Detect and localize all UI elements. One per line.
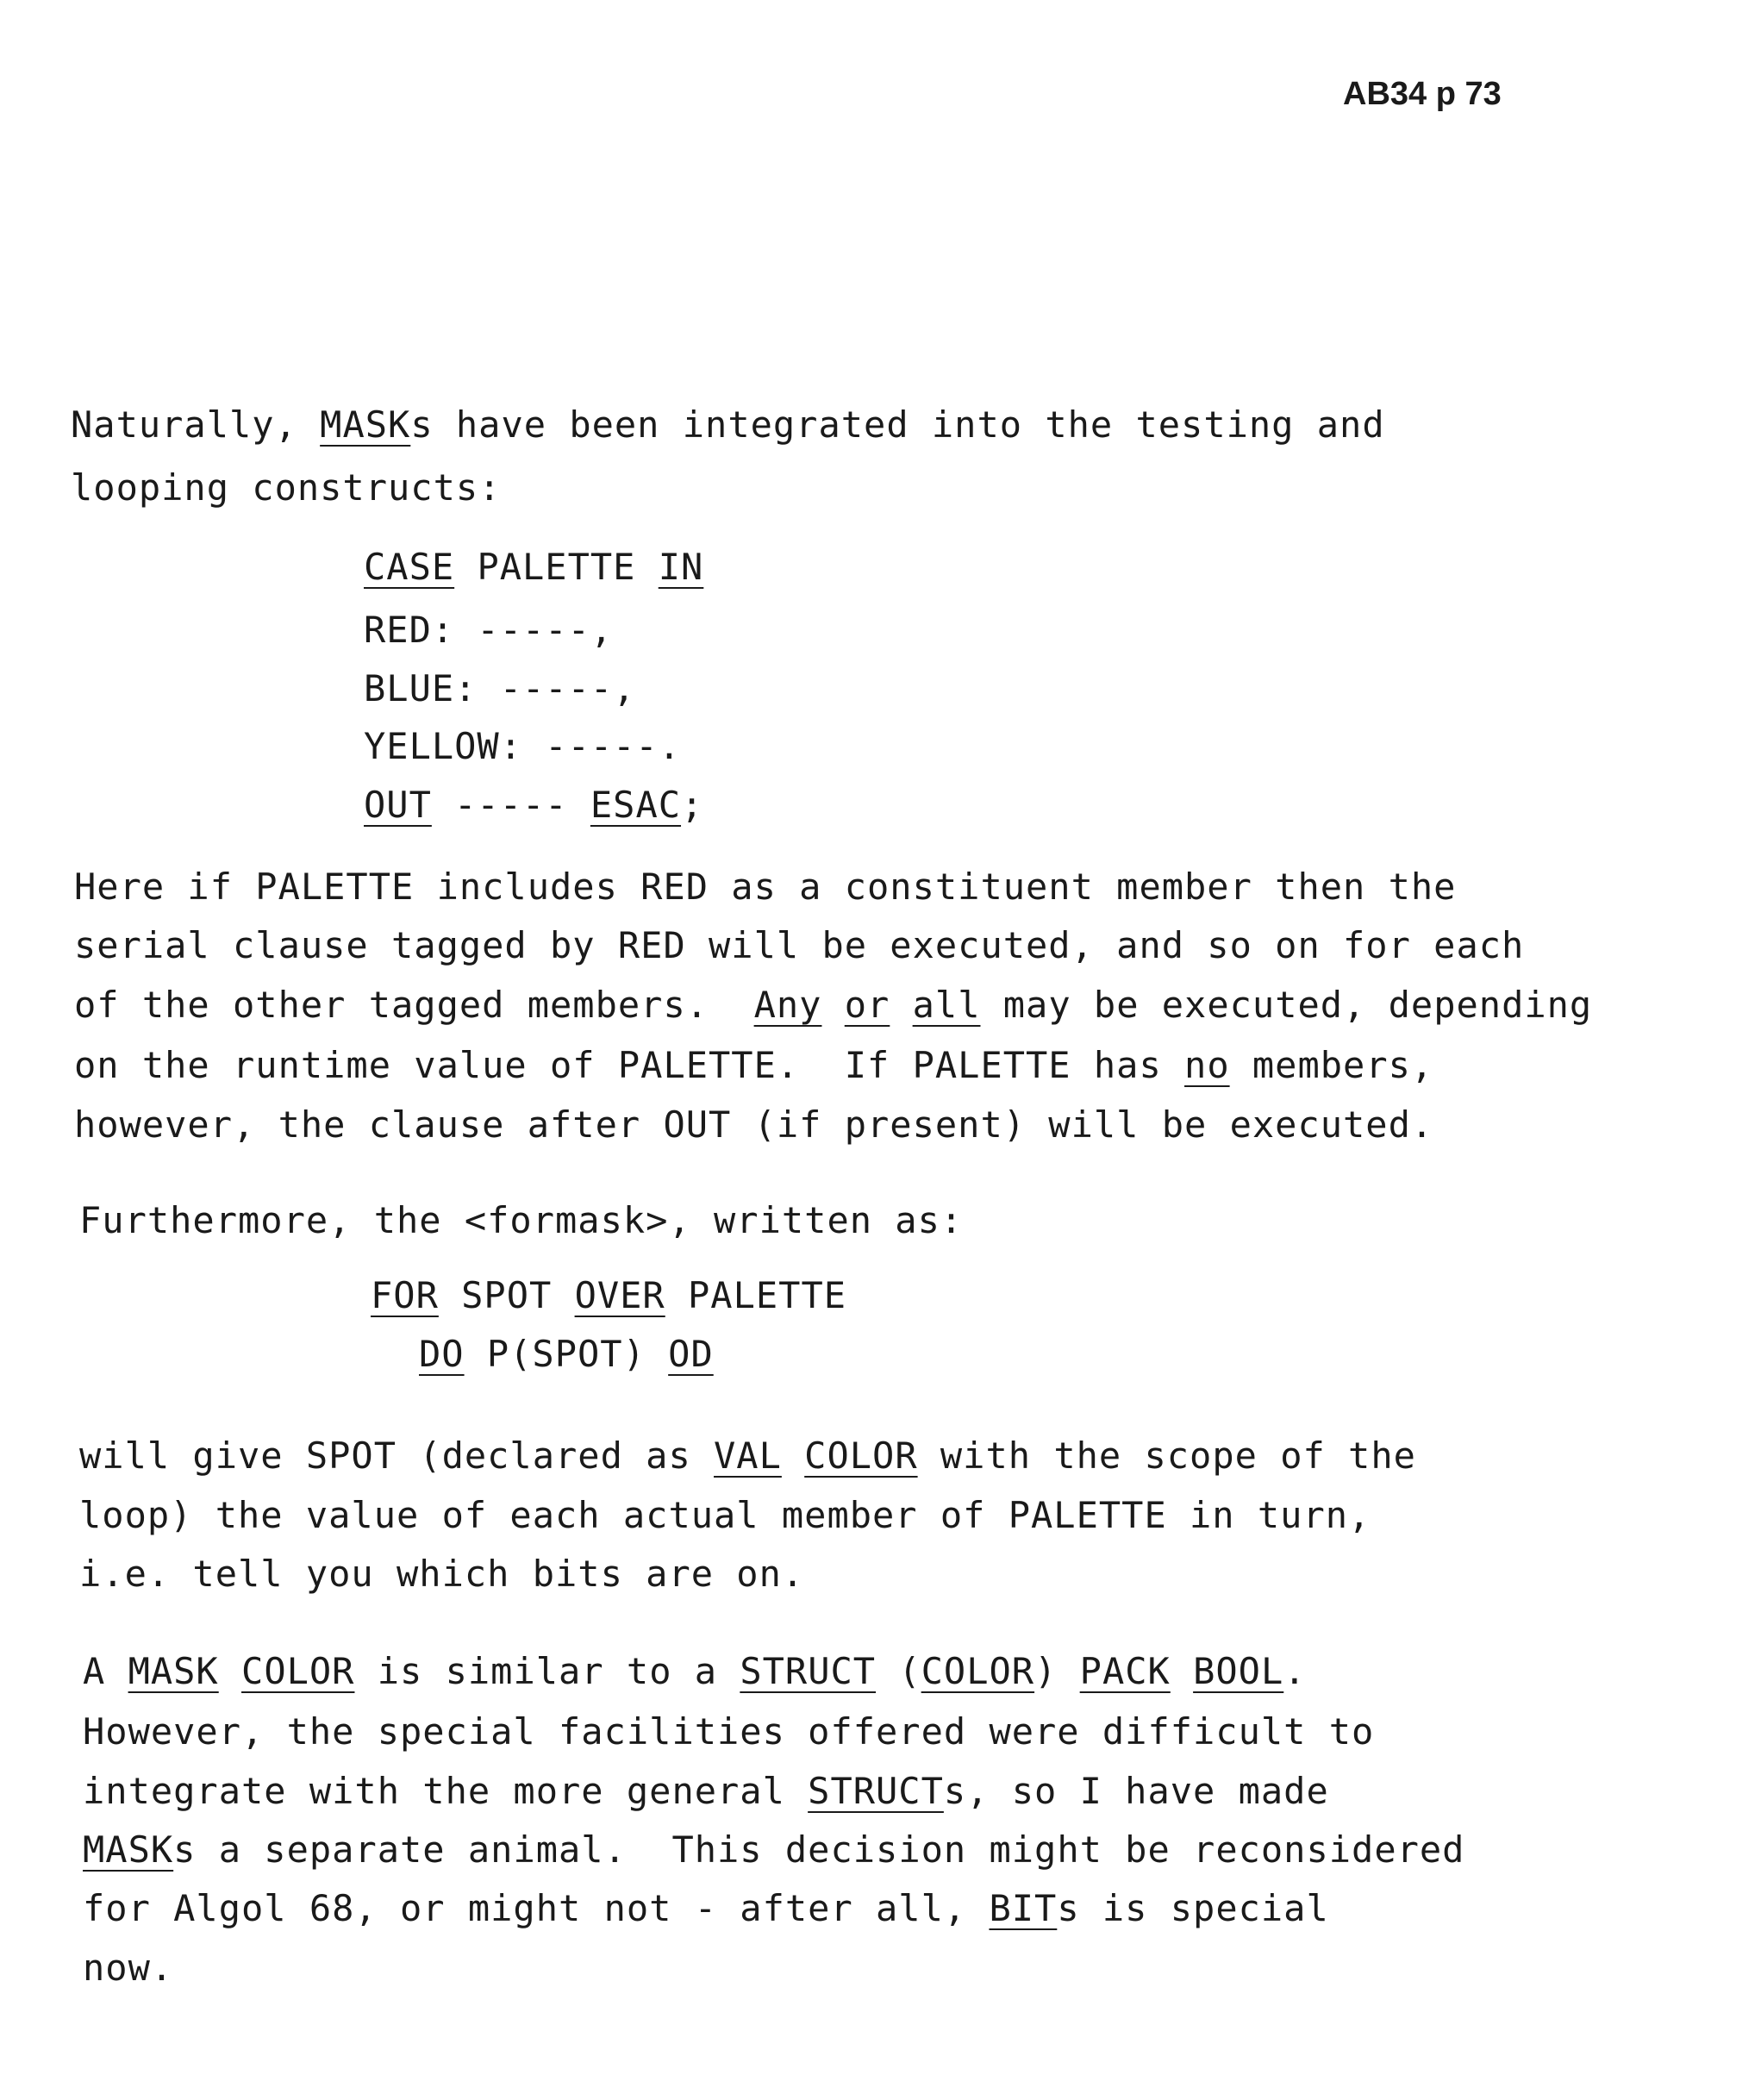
- emphasis-no: no: [1184, 1044, 1230, 1086]
- text-run: P(SPOT): [464, 1333, 669, 1375]
- text-run: members,: [1229, 1044, 1434, 1086]
- keyword-out: OUT: [364, 784, 432, 826]
- keyword-in: IN: [658, 546, 704, 588]
- keyword-esac: ESAC: [590, 784, 682, 826]
- keyword-val: VAL: [714, 1434, 782, 1477]
- text-run: A: [83, 1650, 128, 1692]
- text-run: [219, 1650, 241, 1692]
- text-run: s, so I have made: [943, 1770, 1329, 1812]
- keyword-over: OVER: [574, 1274, 665, 1316]
- text-run: may be executed, depending: [980, 984, 1593, 1026]
- para5-line2: However, the special facilities offered were difficult to: [83, 1710, 1375, 1753]
- case-line3: BLUE: -----,: [364, 667, 636, 709]
- emphasis-all: all: [912, 984, 981, 1026]
- text-run: SPOT: [438, 1274, 575, 1316]
- keyword-mask: MASK: [128, 1650, 219, 1692]
- text-run: on the runtime value of PALETTE. If PALETTE has: [74, 1044, 1185, 1086]
- para4-line2: loop) the value of each actual member of PALETTE in turn,: [79, 1494, 1371, 1536]
- text-run: will give SPOT (declared as: [79, 1434, 715, 1477]
- text-run: ): [1034, 1650, 1080, 1692]
- text-run: PALETTE: [665, 1274, 847, 1316]
- para1-line2: looping constructs:: [71, 466, 502, 509]
- para2-line5: however, the clause after OUT (if present) will be executed.: [74, 1103, 1434, 1146]
- para5-line3: [83, 1770, 1329, 1812]
- for-line2: [419, 1333, 714, 1375]
- keyword-mask: MASK: [320, 403, 411, 446]
- keyword-od: OD: [668, 1333, 714, 1375]
- para2-line3: [74, 984, 1593, 1026]
- text-run: for Algol 68, or might not - after all,: [83, 1887, 990, 1929]
- text-run: integrate with the more general: [83, 1770, 809, 1812]
- text-run: -----: [431, 784, 590, 826]
- text-run: [782, 1434, 804, 1477]
- text-run: (: [876, 1650, 921, 1692]
- case-line1: [364, 546, 704, 588]
- text-run: is similar to a: [354, 1650, 740, 1692]
- keyword-struct: STRUCT: [740, 1650, 877, 1692]
- keyword-struct: STRUCT: [808, 1770, 944, 1812]
- para2-line4: [74, 1044, 1434, 1086]
- para2-line1: Here if PALETTE includes RED as a constituent member then the: [74, 866, 1457, 908]
- keyword-bool: BOOL: [1193, 1650, 1284, 1692]
- case-line5: [364, 784, 704, 826]
- for-line1: [371, 1274, 847, 1316]
- keyword-pack: PACK: [1079, 1650, 1171, 1692]
- page-reference: AB34 p 73: [1343, 76, 1502, 112]
- case-line4: YELLOW: -----.: [364, 725, 682, 767]
- para2-line2: serial clause tagged by RED will be executed, and so on for each: [74, 924, 1525, 966]
- text-run: s a separate animal. This decision might be reconsidered: [173, 1828, 1465, 1871]
- para5-line6: now.: [83, 1947, 174, 1989]
- keyword-mask: MASK: [83, 1828, 174, 1871]
- keyword-color: COLOR: [241, 1650, 355, 1692]
- text-run: [890, 984, 912, 1026]
- para4-line3: i.e. tell you which bits are on.: [79, 1553, 805, 1595]
- text-run: Naturally,: [71, 403, 321, 446]
- text-run: with the scope of the: [917, 1434, 1416, 1477]
- keyword-for: FOR: [371, 1274, 439, 1316]
- keyword-color: COLOR: [921, 1650, 1035, 1692]
- text-run: [821, 984, 844, 1026]
- emphasis-or: or: [844, 984, 890, 1026]
- keyword-bits: BIT: [989, 1887, 1058, 1929]
- text-run: .: [1283, 1650, 1307, 1692]
- keyword-case: CASE: [364, 546, 455, 588]
- para5-line1: [83, 1650, 1307, 1692]
- keyword-do: DO: [419, 1333, 465, 1375]
- keyword-color: COLOR: [804, 1434, 918, 1477]
- para4-line1: [79, 1434, 1416, 1477]
- para3-line1: Furthermore, the <formask>, written as:: [79, 1199, 964, 1241]
- text-run: [1171, 1650, 1193, 1692]
- text-run: ;: [681, 784, 704, 826]
- text-run: of the other tagged members.: [74, 984, 754, 1026]
- para1-line1: [71, 403, 1385, 446]
- para5-line5: [83, 1887, 1329, 1929]
- para5-line4: [83, 1828, 1465, 1871]
- text-run: PALETTE: [454, 546, 659, 588]
- case-line2: RED: -----,: [364, 609, 614, 651]
- text-run: s have been integrated into the testing and: [410, 403, 1385, 446]
- text-run: s is special: [1057, 1887, 1329, 1929]
- emphasis-any: Any: [753, 984, 822, 1026]
